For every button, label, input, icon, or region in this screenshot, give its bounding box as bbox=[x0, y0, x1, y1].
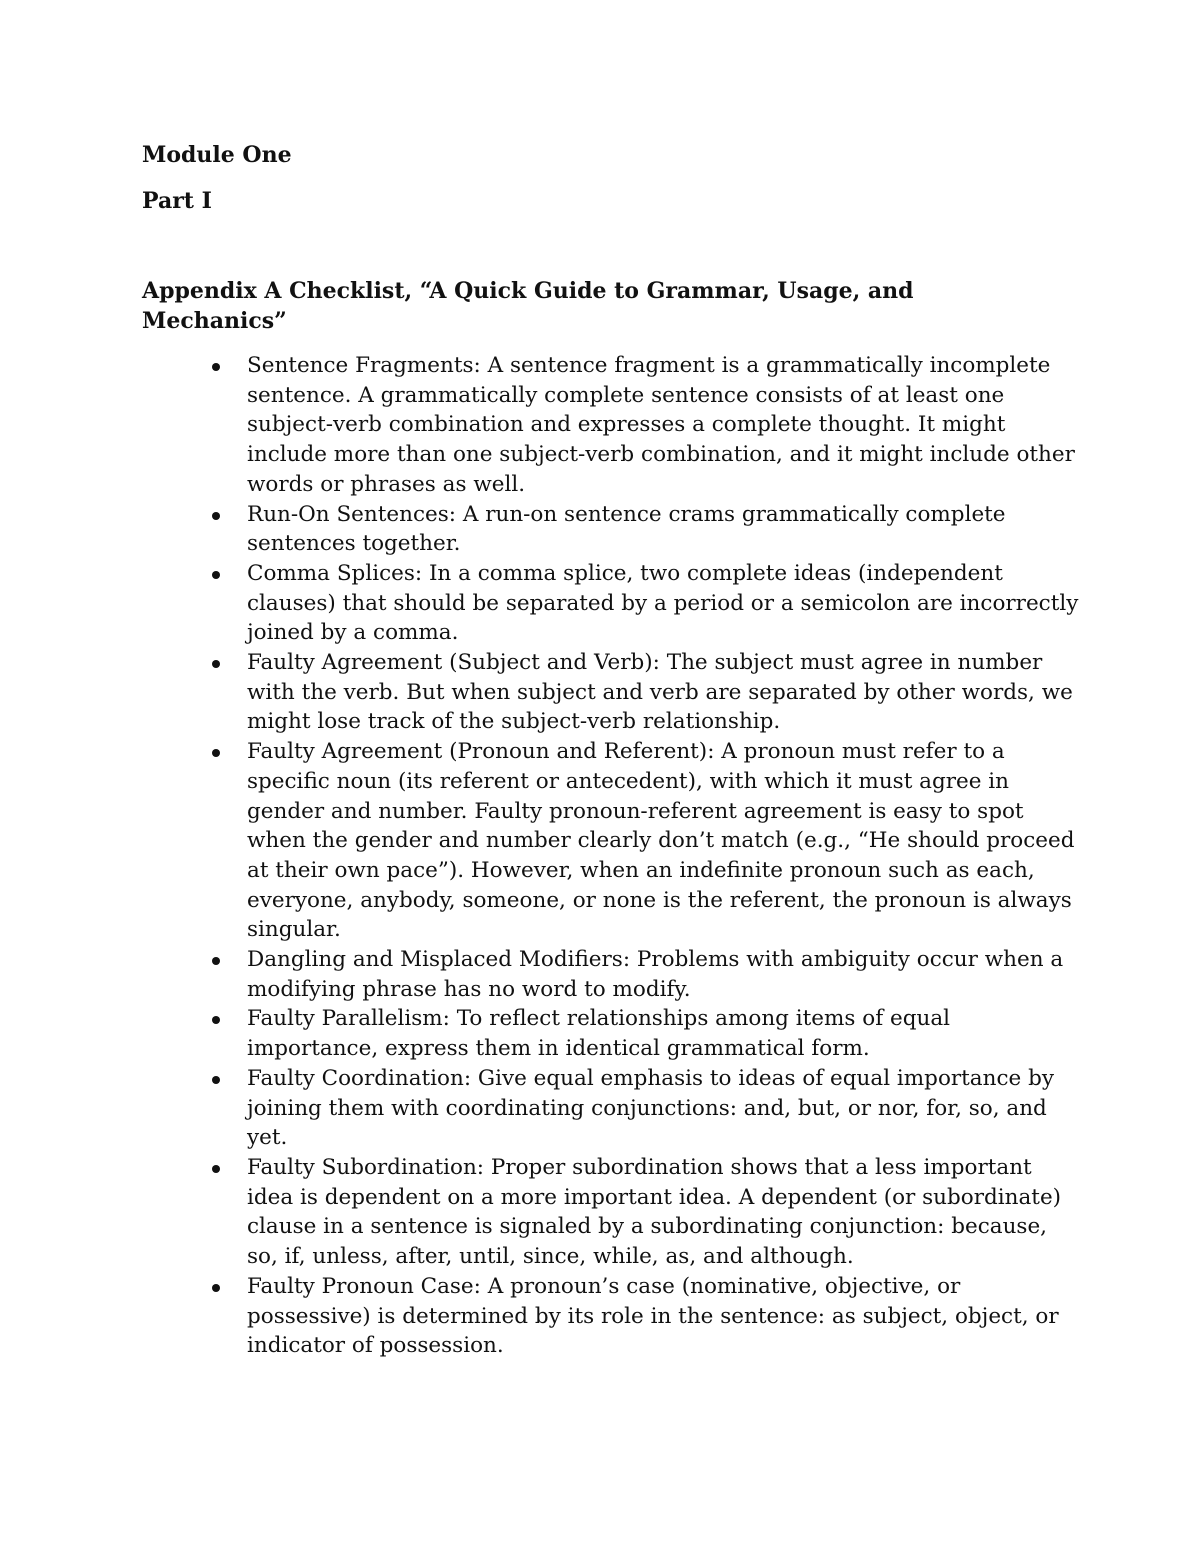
list-item bbox=[142, 1064, 1082, 1153]
list-item bbox=[142, 648, 1082, 737]
list-item bbox=[142, 945, 1082, 1004]
bullet-icon bbox=[212, 571, 220, 579]
list-item-text: Faulty Subordination: Proper subordination shows that a less important idea is dependent on a more important idea. A dependent (or subordinate) clause in a sentence is signaled by a subordinating conjunction: because, so, if, unless, after, until, since, while, as, and although. bbox=[247, 1154, 1062, 1270]
bullet-icon bbox=[212, 749, 220, 757]
bullet-icon bbox=[212, 1165, 220, 1173]
list-item-text: Comma Splices: In a comma splice, two complete ideas (independent clauses) that should be separated by a period or a semicolon are incorrectly joined by a comma. bbox=[247, 560, 1079, 646]
list-item-text: Faulty Pronoun Case: A pronoun’s case (nominative, objective, or possessive) is determined by its role in the sentence: as subject, object, or indicator of possession. bbox=[247, 1273, 1059, 1359]
appendix-title: Appendix A Checklist, “A Quick Guide to Grammar, Usage, and Mechanics” bbox=[142, 278, 914, 334]
list-item bbox=[142, 1004, 1082, 1063]
module-title: Module One bbox=[142, 142, 292, 168]
list-item bbox=[142, 1272, 1082, 1361]
list-item-text: Sentence Fragments: A sentence fragment is a grammatically incomplete sentence. A grammatically complete sentence consists of at least one subject-verb combination and expresses a complete thought. It might include more than one subject-verb combination, and it might include other words or phrases as well. bbox=[247, 353, 1075, 497]
bullet-icon bbox=[212, 363, 220, 371]
list-item bbox=[142, 500, 1082, 559]
list-item-text: Faulty Agreement (Pronoun and Referent): A pronoun must refer to a specific noun (its referent or antecedent), with which it must agree in gender and number. Faulty pronoun-referent agreement is easy to spot when the gender and number clearly don’t match (e.g., “He should proceed at their own pace”). However, when an indefinite pronoun such as each, everyone, anybody, someone, or none is the referent, the pronoun is always singular. bbox=[247, 739, 1075, 943]
list-item-text: Run-On Sentences: A run-on sentence crams grammatically complete sentences together. bbox=[247, 501, 1006, 557]
list-item bbox=[142, 351, 1082, 500]
bullet-icon bbox=[212, 1284, 220, 1292]
list-item bbox=[142, 1153, 1082, 1272]
part-title: Part I bbox=[142, 188, 212, 214]
list-item-text: Faulty Parallelism: To reflect relationships among items of equal importance, express them in identical grammatical form. bbox=[247, 1006, 951, 1062]
bullet-icon bbox=[212, 957, 220, 965]
bullet-icon bbox=[212, 512, 220, 520]
list-item-text: Faulty Coordination: Give equal emphasis to ideas of equal importance by joining them with coordinating conjunctions: and, but, or nor, for, so, and yet. bbox=[247, 1065, 1054, 1151]
bullet-icon bbox=[212, 660, 220, 668]
list-item-text: Dangling and Misplaced Modifiers: Problems with ambiguity occur when a modifying phrase has no word to modify. bbox=[247, 947, 1064, 1002]
list-item bbox=[142, 559, 1082, 648]
bullet-icon bbox=[212, 1076, 220, 1084]
grammar-checklist bbox=[142, 351, 1082, 1361]
list-item-text: Faulty Agreement (Subject and Verb): The subject must agree in number with the verb. But when subject and verb are separated by other words, we might lose track of the subject-verb relationship. bbox=[247, 650, 1073, 735]
list-item bbox=[142, 737, 1082, 945]
bullet-icon bbox=[212, 1016, 220, 1024]
